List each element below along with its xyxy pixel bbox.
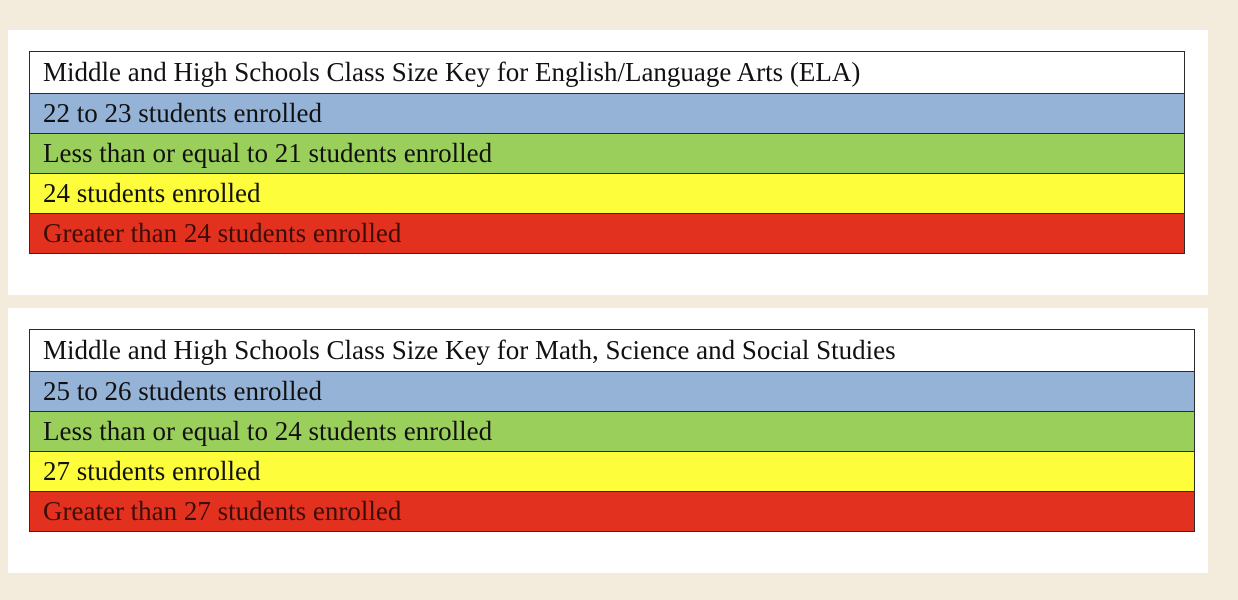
ela-key-row-label: Less than or equal to 21 students enrolled [30, 134, 1185, 174]
ela-key-row-label: 24 students enrolled [30, 174, 1185, 214]
math-science-social-key-card [8, 308, 1208, 573]
ela-key-title-row [30, 52, 1185, 94]
msss-key-title-row [30, 330, 1195, 372]
msss-key-row-label: 27 students enrolled [30, 452, 1195, 492]
msss-key-row-yellow [30, 452, 1195, 492]
msss-key-row-label: 25 to 26 students enrolled [30, 372, 1195, 412]
ela-key-row-label: Greater than 24 students enrolled [30, 214, 1185, 254]
ela-key-row-green [30, 134, 1185, 174]
math-science-social-class-size-key-table [29, 329, 1195, 532]
ela-key-row-yellow [30, 174, 1185, 214]
msss-key-row-red [30, 492, 1195, 532]
ela-key-row-red [30, 214, 1185, 254]
ela-key-card [8, 30, 1208, 295]
msss-key-title: Middle and High Schools Class Size Key for Math, Science and Social Studies [30, 330, 1195, 372]
ela-key-row-blue [30, 94, 1185, 134]
msss-key-row-label: Greater than 27 students enrolled [30, 492, 1195, 532]
ela-class-size-key-table [29, 51, 1185, 254]
msss-key-row-green [30, 412, 1195, 452]
msss-key-row-blue [30, 372, 1195, 412]
ela-key-row-label: 22 to 23 students enrolled [30, 94, 1185, 134]
msss-key-row-label: Less than or equal to 24 students enrolled [30, 412, 1195, 452]
ela-key-title: Middle and High Schools Class Size Key for English/Language Arts (ELA) [30, 52, 1185, 94]
